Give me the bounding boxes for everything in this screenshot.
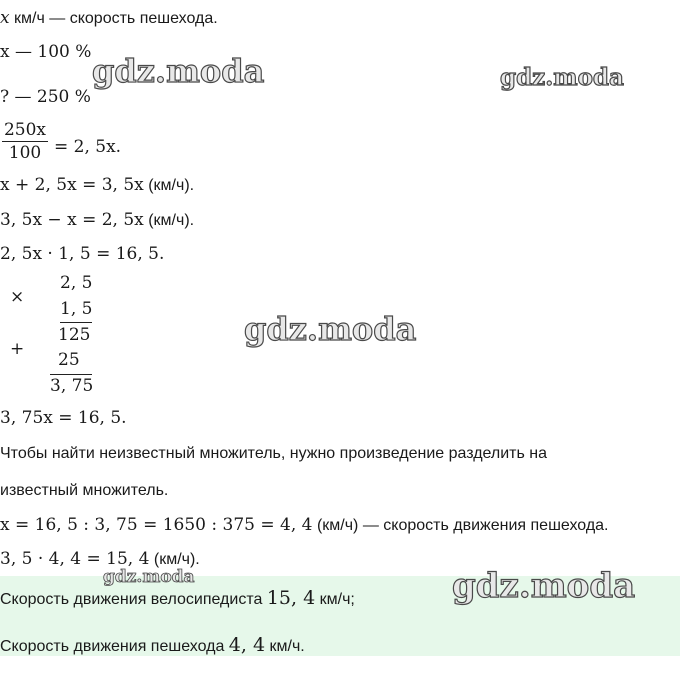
line-check-unit: (км/ч). <box>153 551 200 568</box>
times-sign: × <box>10 287 25 307</box>
line-equation: 2, 5x · 1, 5 = 16, 5. <box>0 244 165 264</box>
watermark-1: gdz.moda <box>92 52 265 90</box>
watermark-5: gdz.moda <box>452 566 636 606</box>
calc-row-2: 1, 5 <box>60 299 93 319</box>
line-sum-unit: (км/ч). <box>148 177 195 194</box>
var-x: x <box>0 8 10 28</box>
line-check <box>0 549 200 569</box>
rule-text-1: Чтобы найти неизвестный множитель, нужно произведение разделить на <box>0 445 548 462</box>
answer-bike-value: 15, 4 <box>266 587 316 609</box>
proportion-line-1: x — 100 % <box>0 42 92 62</box>
line-pedestrian-text: км/ч — скорость пешехода. <box>14 10 218 27</box>
line-difference-unit: (км/ч). <box>148 212 195 229</box>
line-check-math: 3, 5 · 4, 4 = 15, 4 <box>0 549 150 569</box>
watermark-2: gdz.moda <box>500 64 624 91</box>
calc-result: 3, 75 <box>50 376 94 396</box>
fraction-result: = 2, 5x. <box>54 137 122 157</box>
answer-walk-text: Скорость движения пешехода <box>0 638 225 655</box>
watermark-4: gdz.moda <box>103 567 195 587</box>
answer-bike-text: Скорость движения велосипедиста <box>0 591 263 608</box>
answer-walk <box>0 634 305 656</box>
line-difference-math: 3, 5x − x = 2, 5x <box>0 210 144 230</box>
watermark-3: gdz.moda <box>244 310 417 348</box>
answer-bike-unit: км/ч; <box>319 591 355 608</box>
calc-row-1: 2, 5 <box>60 273 93 293</box>
calc-row-3: 125 <box>58 325 91 345</box>
fraction-numerator: 250x <box>3 120 47 140</box>
line-pedestrian-speed <box>0 8 218 28</box>
line-sum <box>0 175 194 195</box>
rule-text-2: известный множитель. <box>0 482 169 499</box>
answer-walk-value: 4, 4 <box>228 634 266 656</box>
line-division <box>0 515 609 535</box>
line-division-math: x = 16, 5 : 3, 75 = 1650 : 375 = 4, 4 <box>0 515 313 535</box>
calc-line-2 <box>50 374 92 375</box>
answer-walk-unit: км/ч. <box>269 638 305 655</box>
fraction <box>2 120 48 163</box>
line-difference <box>0 210 194 230</box>
proportion-line-2: ? — 250 % <box>0 87 91 107</box>
calc-line-1 <box>60 322 92 323</box>
calc-row-4: 25 <box>58 350 80 370</box>
plus-sign: + <box>10 339 25 359</box>
fraction-denominator: 100 <box>8 143 42 163</box>
line-division-text: (км/ч) — скорость движения пешехода. <box>316 517 609 534</box>
line-result: 3, 75x = 16, 5. <box>0 408 127 428</box>
answer-bike <box>0 587 355 609</box>
line-sum-math: x + 2, 5x = 3, 5x <box>0 175 144 195</box>
